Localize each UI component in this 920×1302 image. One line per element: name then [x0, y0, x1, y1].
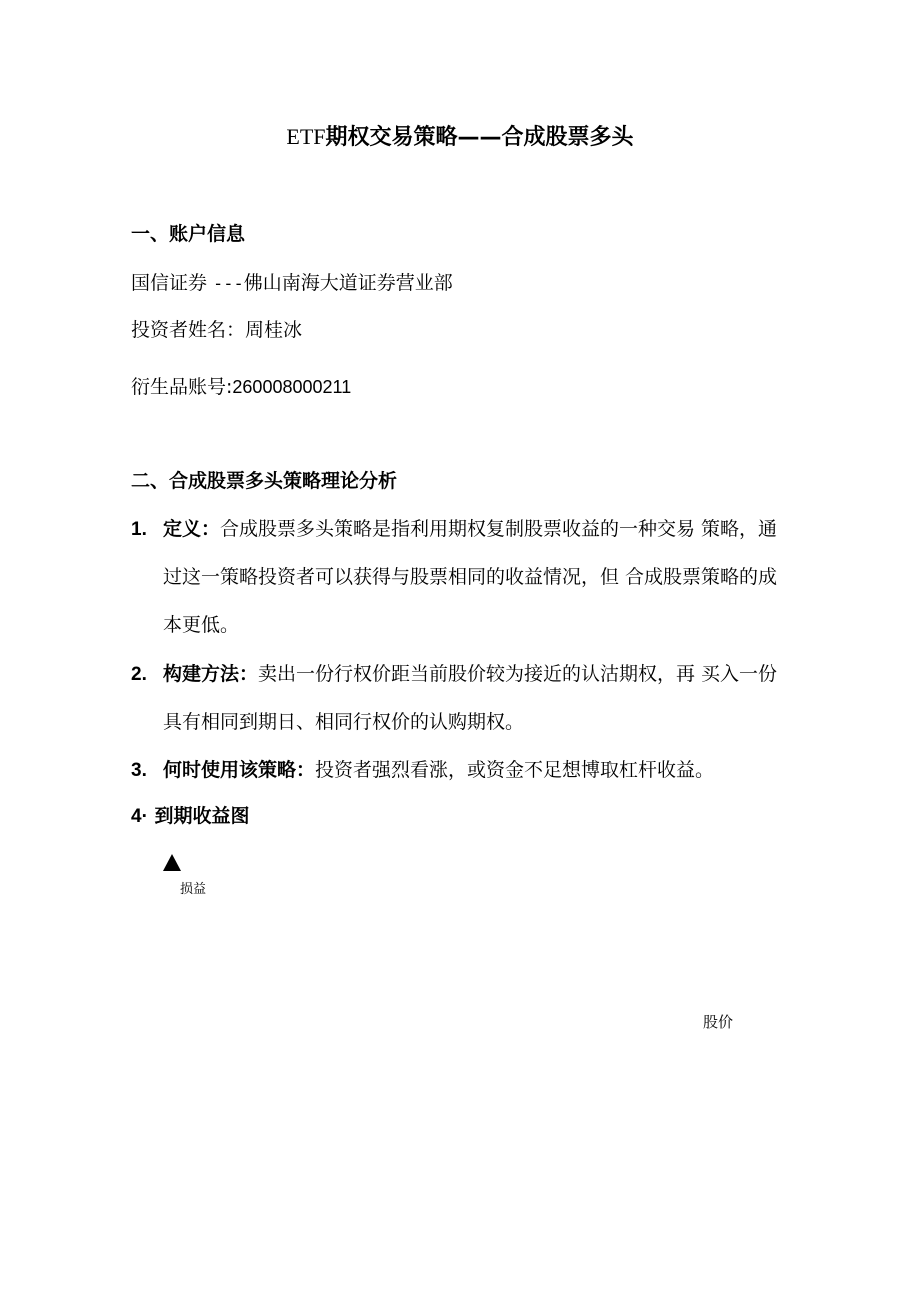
broker-dash: ---: [213, 274, 244, 294]
list-item-number: 4·: [131, 806, 148, 827]
title-text: 期权交易策略——合成股票多头: [325, 125, 634, 150]
broker-name: 国信证券: [131, 272, 214, 294]
list-item-number: 3.: [131, 760, 147, 781]
account-label: 衍生品账号:: [131, 376, 233, 398]
list-item-payoff-chart: [131, 801, 250, 832]
list-item-lead: 何时使用该策略：: [163, 759, 316, 781]
section-heading-analysis: 二、合成股票多头策略理论分析: [131, 470, 398, 492]
list-item-when-to-use: [131, 746, 801, 795]
account-number: 260008000211: [232, 377, 352, 397]
list-item-number: 2.: [131, 664, 147, 685]
list-item-definition: [131, 505, 801, 649]
list-item-number: 1.: [131, 519, 147, 540]
list-item-lead: 构建方法：: [163, 663, 259, 685]
y-axis-label: 损益: [180, 882, 207, 897]
section-heading-account: 一、账户信息: [131, 223, 246, 245]
list-item-text: 合成股票多头策略是指利用期权复制股票收益的一种交易 策略，通过这一策略投资者可以获得与股票相同的收益情况，但 合成股票策略的成本更低。: [163, 518, 778, 636]
y-axis-arrow-icon: [163, 854, 181, 871]
list-item-text: 投资者强烈看涨，或资金不足想博取杠杆收益。: [315, 759, 715, 781]
list-item-body: [163, 650, 793, 746]
list-item-body: [163, 505, 793, 649]
list-item-lead: 到期收益图: [154, 805, 250, 827]
document-title: [0, 122, 920, 153]
investor-name: 周桂冰: [245, 319, 303, 341]
list-item-body: [163, 746, 793, 794]
list-item-text: 卖出一份行权价距当前股价较为接近的认沽期权，再 买入一份具有相同到期日、相同行权价的认购期权。: [163, 663, 778, 733]
investor-label: 投资者姓名：: [131, 319, 246, 341]
list-item-lead: 定义：: [163, 518, 221, 540]
account-line: [131, 374, 351, 400]
investor-line: [131, 317, 302, 343]
broker-line: [131, 270, 453, 297]
x-axis-label: 股价: [703, 1013, 734, 1031]
list-item-construction: [131, 650, 801, 746]
title-prefix: ETF: [286, 124, 326, 149]
broker-branch: 佛山南海大道证券营业部: [243, 272, 453, 294]
